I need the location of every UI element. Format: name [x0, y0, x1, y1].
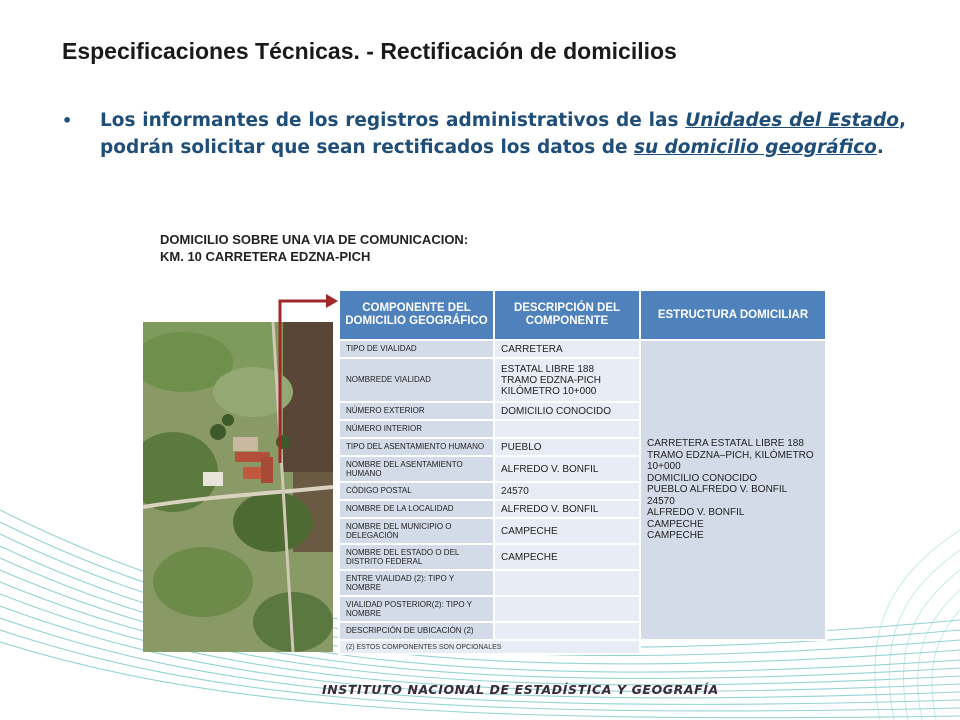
- value-cell: [494, 544, 640, 570]
- header-descripcion: DESCRIPCIÓN DEL COMPONENTE: [494, 290, 640, 340]
- structure-line: TRAMO EDZNA–PICH, KILÓMETRO: [647, 449, 814, 461]
- component-cell: NÚMERO INTERIOR: [339, 420, 494, 438]
- value-line: KILÓMETRO 10+000: [501, 385, 597, 397]
- address-components-table: [338, 289, 827, 655]
- bullet-text-part1: Los informantes de los registros administrativos de las: [100, 110, 686, 131]
- value-cell: [494, 438, 640, 456]
- value-line: TRAMO EDZNA-PICH: [501, 374, 601, 386]
- value-cell: [494, 596, 640, 622]
- value-cell: [494, 456, 640, 482]
- footer-institution: INSTITUTO NACIONAL DE ESTADÍSTICA Y GEOGRAFÍA: [322, 682, 719, 697]
- component-cell: NOMBRE DEL ESTADO O DEL DISTRITO FEDERAL: [339, 544, 494, 570]
- component-cell: NOMBRE DEL ASENTAMIENTO HUMANO: [339, 456, 494, 482]
- optional-components-note: (2) ESTOS COMPONENTES SON OPCIONALES: [339, 640, 640, 654]
- value-cell: [494, 420, 640, 438]
- structure-cell: [640, 340, 826, 640]
- value-line: ALFREDO V. BONFIL: [501, 503, 599, 515]
- component-cell: DESCRIPCIÓN DE UBICACIÓN (2): [339, 622, 494, 640]
- bullet-text-part3: .: [876, 137, 884, 158]
- table-row: [339, 340, 826, 358]
- value-cell: [494, 340, 640, 358]
- figure-heading: [160, 231, 468, 265]
- table-header-row: [339, 290, 826, 340]
- figure-heading-line1: DOMICILIO SOBRE UNA VIA DE COMUNICACION:: [160, 232, 469, 247]
- structure-line: CAMPECHE: [647, 530, 704, 542]
- component-cell: NOMBREDE VIALIDAD: [339, 358, 494, 402]
- value-line: CAMPECHE: [501, 525, 558, 537]
- value-line: DOMICILIO CONOCIDO: [501, 405, 612, 417]
- structure-line: ALFREDO V. BONFIL: [647, 507, 745, 519]
- bullet-text: [100, 107, 906, 161]
- component-cell: TIPO DE VIALIDAD: [339, 340, 494, 358]
- value-cell: [494, 622, 640, 640]
- structure-line: CARRETERA ESTATAL LIBRE 188: [647, 438, 804, 450]
- component-cell: ENTRE VIALIDAD (2): TIPO Y NOMBRE: [339, 570, 494, 596]
- value-cell: [494, 500, 640, 518]
- component-cell: VIALIDAD POSTERIOR(2): TIPO Y NOMBRE: [339, 596, 494, 622]
- table-note-row: [339, 640, 826, 654]
- unidades-del-estado-link[interactable]: Unidades del Estado: [685, 110, 899, 131]
- structure-line: CAMPECHE: [647, 518, 704, 530]
- figure-heading-line2: KM. 10 CARRETERA EDZNA-PICH: [160, 249, 371, 264]
- value-line: ALFREDO V. BONFIL: [501, 463, 599, 475]
- slide-title: Especificaciones Técnicas. - Rectificación de domicilios: [62, 38, 677, 64]
- domicilio-geografico-link[interactable]: su domicilio geográfico: [633, 137, 877, 158]
- component-cell: TIPO DEL ASENTAMIENTO HUMANO: [339, 438, 494, 456]
- value-cell: [494, 482, 640, 500]
- value-cell: [494, 402, 640, 420]
- component-cell: NOMBRE DE LA LOCALIDAD: [339, 500, 494, 518]
- bullet-text-part2: , podrán solicitar que sean rectificados los datos de: [100, 110, 906, 158]
- value-cell: [494, 518, 640, 544]
- component-cell: CÓDIGO POSTAL: [339, 482, 494, 500]
- structure-line: 10+000: [647, 461, 681, 473]
- pointer-arrow: [270, 283, 340, 463]
- structure-line: PUEBLO ALFREDO V. BONFIL: [647, 484, 788, 496]
- value-line: ESTATAL LIBRE 188: [501, 363, 595, 375]
- header-componente: COMPONENTE DEL DOMICILIO GEOGRÁFICO: [339, 290, 494, 340]
- value-line: PUEBLO: [501, 441, 542, 453]
- value-line: CAMPECHE: [501, 551, 558, 563]
- component-cell: NOMBRE DEL MUNICIPIO O DELEGACIÓN: [339, 518, 494, 544]
- structure-line: 24570: [647, 495, 675, 507]
- bullet-marker: •: [62, 111, 73, 130]
- value-line: CARRETERA: [501, 343, 563, 355]
- component-cell: NÚMERO EXTERIOR: [339, 402, 494, 420]
- value-cell: [494, 358, 640, 402]
- value-cell: [494, 570, 640, 596]
- structure-line: DOMICILIO CONOCIDO: [647, 472, 758, 484]
- header-estructura: ESTRUCTURA DOMICILIAR: [640, 290, 826, 340]
- bullet-paragraph: [64, 107, 906, 161]
- value-line: 24570: [501, 485, 529, 497]
